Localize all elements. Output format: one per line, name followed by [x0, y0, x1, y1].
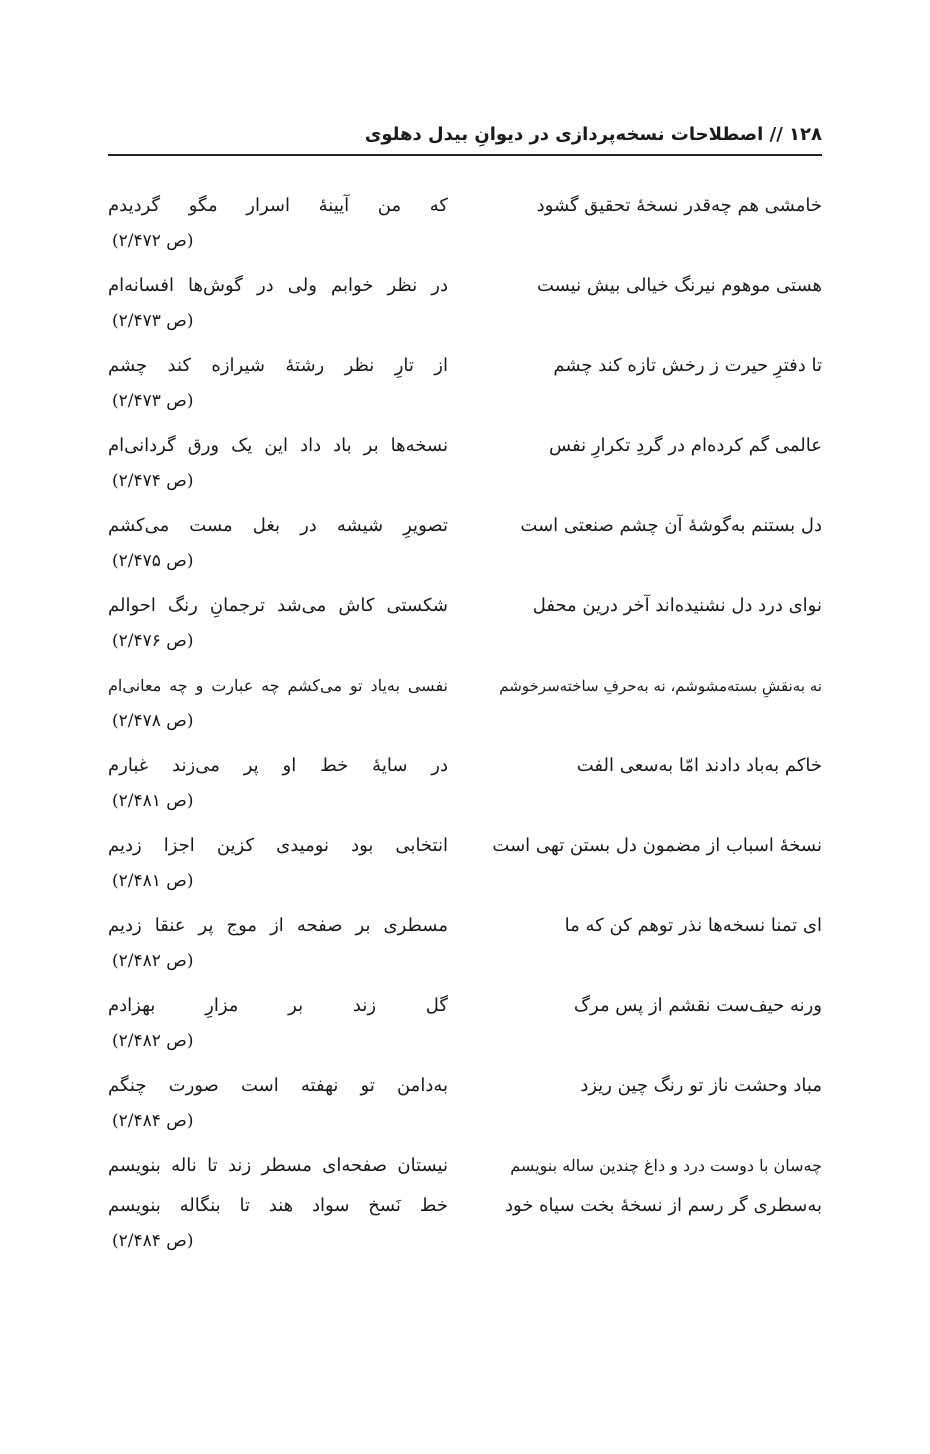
verse-second-hemistich: در نظر خوابم ولی در گوش‌ها افسانه‌ام	[108, 275, 448, 296]
verse-first-hemistich: به‌سطری گر رسم از نسخهٔ بخت سیاه خود	[504, 1195, 822, 1216]
poem-body	[108, 186, 822, 1266]
verse-first-hemistich: نسخهٔ اسباب از مضمون دل بستن تهی است	[492, 835, 822, 856]
verse-first-hemistich: تا دفترِ حیرت ز رخش تازه کند چشم	[553, 355, 822, 376]
verse-entry	[108, 986, 822, 1066]
verse-second-hemistich: نسخه‌ها بر باد داد این یک ورق گردانی‌ام	[108, 435, 448, 456]
page-reference	[108, 1226, 822, 1266]
reference-text: (ص ۲/۴۷۳)	[112, 391, 194, 411]
page-reference	[108, 706, 822, 746]
reference-text: (ص ۲/۴۷۳)	[112, 311, 194, 331]
verse-first-hemistich: ورنه حیف‌ست نقشم از پس مرگ	[573, 995, 822, 1016]
verse-entry	[108, 746, 822, 826]
verse-line	[108, 906, 822, 946]
page-reference	[108, 226, 822, 266]
verse-line	[108, 826, 822, 866]
reference-text: (ص ۲/۴۷۸)	[112, 711, 194, 731]
verse-line	[108, 586, 822, 626]
verse-first-hemistich: خاکم به‌باد دادند امّا به‌سعی الفت	[576, 755, 822, 776]
verse-line	[108, 666, 822, 706]
page-reference	[108, 946, 822, 986]
page-reference	[108, 466, 822, 506]
verse-line	[108, 426, 822, 466]
verse-line	[108, 186, 822, 226]
verse-second-hemistich: تصویرِ شیشه در بغل مست می‌کشم	[108, 515, 448, 536]
verse-second-hemistich: نیستان صفحه‌ای مسطر زند تا ناله بنویسم	[108, 1155, 448, 1176]
verse-first-hemistich: نوای درد دل نشنیده‌اند آخر درین محفل	[532, 595, 822, 616]
verse-first-hemistich: هستی موهوم نیرنگ خیالی بیش نیست	[536, 275, 822, 296]
verse-second-hemistich: از تارِ نظر رشتهٔ شیرازه کند چشم	[108, 355, 448, 376]
verse-second-hemistich: مسطری بر صفحه از موج پر عنقا زدیم	[108, 915, 448, 936]
page-reference	[108, 866, 822, 906]
reference-text: (ص ۲/۴۸۱)	[112, 871, 194, 891]
verse-line	[108, 1066, 822, 1106]
verse-second-hemistich: گل زند بر مزارِ بهزادم	[108, 995, 448, 1016]
verse-second-hemistich: به‌دامن تو نهفته است صورت چنگم	[108, 1075, 448, 1096]
reference-text: (ص ۲/۴۷۶)	[112, 631, 194, 651]
verse-entry	[108, 506, 822, 586]
verse-line	[108, 266, 822, 306]
verse-line	[108, 506, 822, 546]
page-reference	[108, 306, 822, 346]
running-header-title: ۱۲۸ // اصطلاحات نسخه‌پردازی در دیوانِ بیدل دهلوی	[364, 124, 822, 145]
verse-entry	[108, 186, 822, 266]
verse-entry	[108, 1186, 822, 1266]
reference-text: (ص ۲/۴۸۱)	[112, 791, 194, 811]
verse-second-hemistich: انتخابی بود نومیدی کزین اجزا زدیم	[108, 835, 448, 856]
verse-second-hemistich: نفسی به‌یاد تو می‌کشم چه عبارت و چه معانی‌ام	[108, 676, 448, 695]
verse-entry	[108, 426, 822, 506]
header-rule	[108, 154, 822, 156]
page-reference	[108, 626, 822, 666]
verse-entry	[108, 826, 822, 906]
verse-line	[108, 986, 822, 1026]
verse-second-hemistich: که من آیینهٔ اسرار مگو گردیدم	[108, 195, 448, 216]
verse-line	[108, 346, 822, 386]
reference-text: (ص ۲/۴۸۴)	[112, 1231, 194, 1251]
page-reference	[108, 1106, 822, 1146]
verse-first-hemistich: نه به‌نقشِ بسته‌مشوشم، نه به‌حرفِ ساخته‌سرخوشم	[499, 677, 822, 695]
verse-entry	[108, 666, 822, 746]
verse-first-hemistich: چه‌سان با دوست درد و داغ چندین ساله بنویسم	[510, 1156, 822, 1175]
verse-second-hemistich: شکستی کاش می‌شد ترجمانِ رنگ احوالم	[108, 595, 448, 616]
verse-entry	[108, 266, 822, 346]
verse-entry	[108, 1066, 822, 1146]
page-header	[108, 118, 822, 152]
reference-text: (ص ۲/۴۸۲)	[112, 951, 194, 971]
page-reference	[108, 786, 822, 826]
page-reference	[108, 1026, 822, 1066]
verse-second-hemistich: خط نَسخ سواد هند تا بنگاله بنویسم	[108, 1195, 448, 1216]
verse-first-hemistich: ای تمنا نسخه‌ها نذر توهم کن که ما	[564, 915, 822, 936]
verse-first-hemistich: دل بستنم به‌گوشهٔ آن چشم صنعتی است	[520, 515, 822, 536]
verse-first-hemistich: عالمی گم کرده‌ام در گردِ تکرارِ نفس	[549, 435, 822, 456]
verse-line	[108, 746, 822, 786]
reference-text: (ص ۲/۴۷۴)	[112, 471, 194, 491]
verse-second-hemistich: در سایهٔ خط او پر می‌زند غبارم	[108, 755, 448, 776]
page-reference	[108, 546, 822, 586]
verse-entry	[108, 906, 822, 986]
verse-entry	[108, 586, 822, 666]
reference-text: (ص ۲/۴۸۴)	[112, 1111, 194, 1131]
verse-line	[108, 1146, 822, 1186]
verse-entry	[108, 1146, 822, 1186]
reference-text: (ص ۲/۴۸۲)	[112, 1031, 194, 1051]
verse-first-hemistich: خامشی هم چه‌قدر نسخهٔ تحقیق گشود	[536, 195, 822, 216]
reference-text: (ص ۲/۴۷۲)	[112, 231, 194, 251]
page-reference	[108, 386, 822, 426]
reference-text: (ص ۲/۴۷۵)	[112, 551, 194, 571]
verse-entry	[108, 346, 822, 426]
verse-line	[108, 1186, 822, 1226]
verse-first-hemistich: مباد وحشت ناز تو رنگ چین ریزد	[580, 1075, 822, 1096]
